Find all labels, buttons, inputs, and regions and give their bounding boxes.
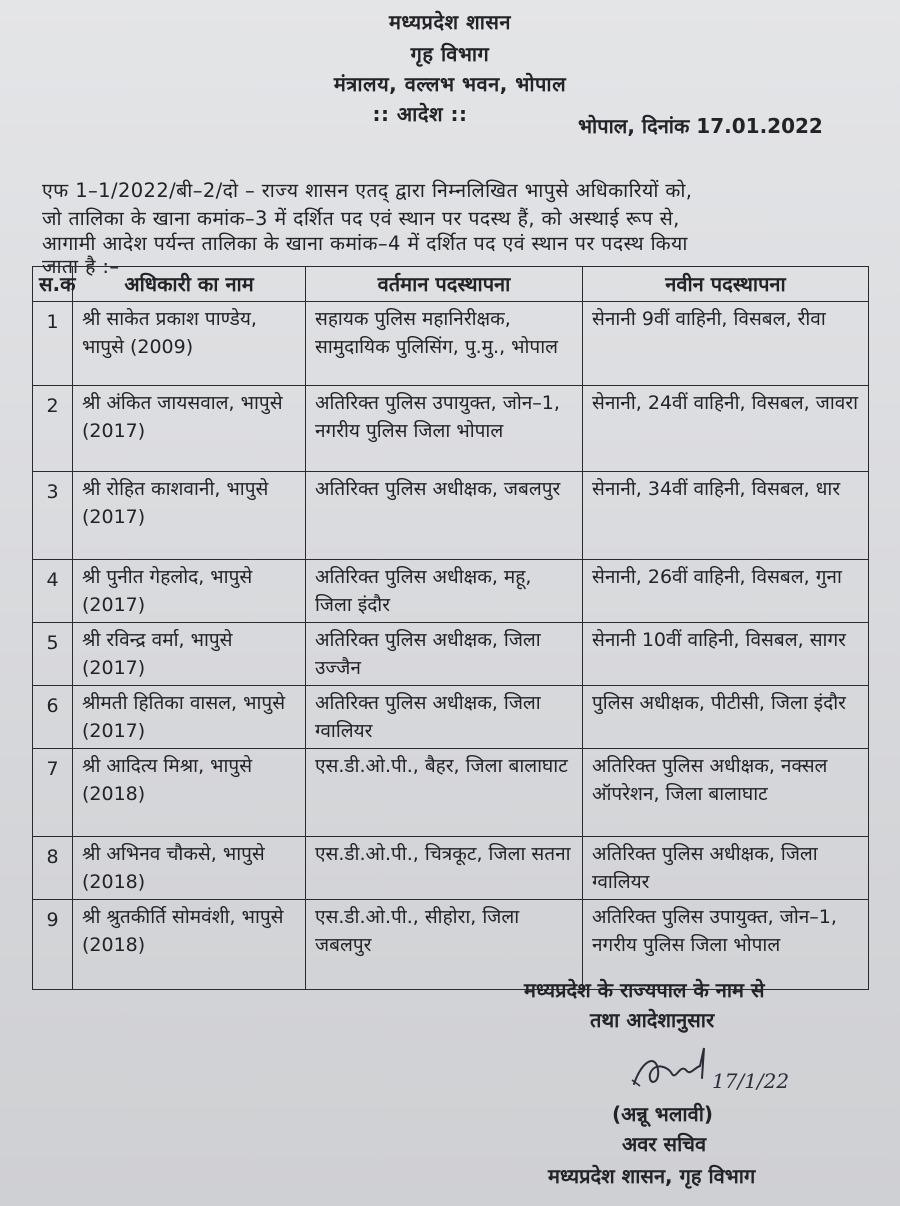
- header-department: गृह विभाग: [410, 42, 490, 66]
- header-address: मंत्रालय, वल्लभ भवन, भोपाल: [333, 72, 567, 96]
- signature-stroke: [634, 1048, 704, 1084]
- new-posting-cell: अतिरिक्त पुलिस अधीक्षक, नक्सल ऑपरेशन, जिला बालाघाट: [583, 749, 869, 837]
- officer-name-cell: श्री अंकित जायसवाल, भापुसे (2017): [73, 386, 306, 472]
- current-posting-cell: एस.डी.ओ.पी., सीहोरा, जिला जबलपुर: [306, 900, 583, 990]
- new-posting-cell: सेनानी, 34वीं वाहिनी, विसबल, धार: [583, 472, 869, 560]
- serial-cell: 3: [33, 472, 73, 560]
- officer-name-cell: श्री रोहित काशवानी, भापुसे (2017): [73, 472, 306, 560]
- serial-cell: 2: [33, 386, 73, 472]
- serial-cell: 6: [33, 686, 73, 749]
- table-row: [33, 472, 869, 560]
- table-row: [33, 560, 869, 623]
- current-posting-cell: अतिरिक्त पुलिस अधीक्षक, जबलपुर: [306, 472, 583, 560]
- officer-name-cell: श्री श्रुतकीर्ति सोमवंशी, भापुसे (2018): [73, 900, 306, 990]
- current-posting-cell: अतिरिक्त पुलिस अधीक्षक, जिला उज्जैन: [306, 623, 583, 686]
- table-row: [33, 623, 869, 686]
- current-posting-cell: एस.डी.ओ.पी., चित्रकूट, जिला सतना: [306, 837, 583, 900]
- table-row: [33, 386, 869, 472]
- officer-name-cell: श्री आदित्य मिश्रा, भापुसे (2018): [73, 749, 306, 837]
- current-posting-cell: अतिरिक्त पुलिस अधीक्षक, जिला ग्वालियर: [306, 686, 583, 749]
- new-posting-cell: सेनानी 10वीं वाहिनी, विसबल, सागर: [583, 623, 869, 686]
- new-posting-cell: सेनानी, 26वीं वाहिनी, विसबल, गुना: [583, 560, 869, 623]
- order-date: भोपाल, दिनांक 17.01.2022: [578, 114, 823, 138]
- serial-cell: 9: [33, 900, 73, 990]
- intro-line-4: जाता है :–: [42, 255, 120, 278]
- new-posting-cell: अतिरिक्त पुलिस उपायुक्त, जोन–1, नगरीय पुलिस जिला भोपाल: [583, 900, 869, 990]
- new-posting-cell: पुलिस अधीक्षक, पीटीसी, जिला इंदौर: [583, 686, 869, 749]
- serial-cell: 4: [33, 560, 73, 623]
- header-officer-name: अधिकारी का नाम: [73, 267, 306, 302]
- officer-name-cell: श्री पुनीत गेहलोद, भापुसे (2017): [73, 560, 306, 623]
- signature-date: 17/1/22: [712, 1069, 790, 1093]
- serial-cell: 5: [33, 623, 73, 686]
- intro-line-1: एफ 1–1/2022/बी–2/दो – राज्य शासन एतद् द्वारा निम्नलिखित भापुसे अधिकारियों को,: [42, 179, 693, 202]
- serial-cell: 8: [33, 837, 73, 900]
- current-posting-cell: एस.डी.ओ.पी., बैहर, जिला बालाघाट: [306, 749, 583, 837]
- serial-cell: 1: [33, 302, 73, 386]
- header-new-posting: नवीन पदस्थापना: [583, 267, 869, 302]
- current-posting-cell: अतिरिक्त पुलिस उपायुक्त, जोन–1, नगरीय पुलिस जिला भोपाल: [306, 386, 583, 472]
- table-row: [33, 837, 869, 900]
- signatory-name: (अन्नू भलावी): [612, 1102, 714, 1126]
- table-row: [33, 302, 869, 386]
- header-serial: स.क: [33, 267, 73, 302]
- header-current-posting: वर्तमान पदस्थापना: [306, 267, 583, 302]
- table-row: [33, 686, 869, 749]
- closing-line-1: मध्यप्रदेश के राज्यपाल के नाम से: [524, 978, 765, 1002]
- intro-line-2: जो तालिका के खाना कमांक–3 में दर्शित पद एवं स्थान पर पदस्थ हैं, को अस्थाई रूप से,: [42, 207, 680, 230]
- table-row: [33, 749, 869, 837]
- officer-name-cell: श्रीमती हितिका वासल, भापुसे (2017): [73, 686, 306, 749]
- handwritten-signature: [628, 1040, 790, 1100]
- table-header-row: [33, 267, 869, 302]
- closing-line-2: तथा आदेशानुसार: [590, 1008, 715, 1032]
- new-posting-cell: अतिरिक्त पुलिस अधीक्षक, जिला ग्वालियर: [583, 837, 869, 900]
- new-posting-cell: सेनानी 9वीं वाहिनी, विसबल, रीवा: [583, 302, 869, 386]
- order-title: :: आदेश ::: [372, 102, 468, 126]
- signatory-department: मध्यप्रदेश शासन, गृह विभाग: [548, 1164, 756, 1188]
- serial-cell: 7: [33, 749, 73, 837]
- officer-name-cell: श्री अभिनव चौकसे, भापुसे (2018): [73, 837, 306, 900]
- new-posting-cell: सेनानी, 24वीं वाहिनी, विसबल, जावरा: [583, 386, 869, 472]
- posting-table: [32, 266, 869, 990]
- current-posting-cell: सहायक पुलिस महानिरीक्षक, सामुदायिक पुलिसिंग, पु.मु., भोपाल: [306, 302, 583, 386]
- intro-line-3: आगामी आदेश पर्यन्त तालिका के खाना कमांक–4 में दर्शित पद एवं स्थान पर पदस्थ किया: [42, 232, 688, 255]
- current-posting-cell: अतिरिक्त पुलिस अधीक्षक, महू, जिला इंदौर: [306, 560, 583, 623]
- officer-name-cell: श्री साकेत प्रकाश पाण्डेय, भापुसे (2009): [73, 302, 306, 386]
- header-government: मध्यप्रदेश शासन: [388, 10, 512, 34]
- officer-name-cell: श्री रविन्द्र वर्मा, भापुसे (2017): [73, 623, 306, 686]
- signatory-designation: अवर सचिव: [622, 1132, 707, 1156]
